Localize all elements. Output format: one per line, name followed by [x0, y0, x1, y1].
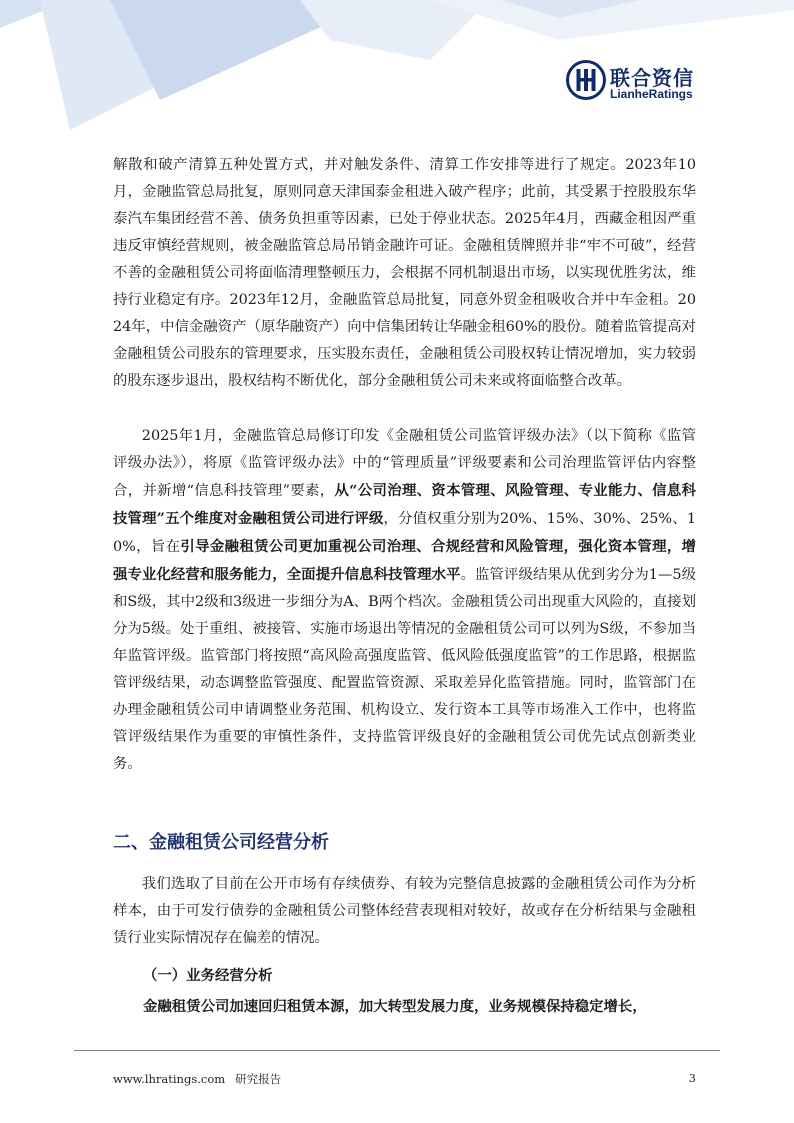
paragraph-2-emphasis: 从“公司治理、资本管理、风险管理、专业能力、信息科技管理”五个维度对金融租赁公司进行评级 — [113, 482, 697, 527]
paragraph-2-emphasis: 引导金融租赁公司更加重视公司治理、合规经营和风险管理，强化资本管理，增强专业化经营和服务能力，全面提升信息科技管理水平 — [113, 538, 696, 583]
section-intro: 我们选取了目前在公开市场有存续债券、有较为完整信息披露的金融租赁公司作为分析样本，由于可发行债券的金融租赁公司整体经营表现相对较好，故或存在分析结果与金融租赁行业实际情况存在偏差的情况。 — [113, 876, 696, 946]
page-number: 3 — [688, 1071, 696, 1085]
footer-info — [113, 1071, 281, 1087]
section-intro-block — [113, 871, 696, 952]
logo-name-en: LianheRatings — [610, 87, 693, 101]
paragraph-2-text: ，分值权重分别为20%、15%、30%、25%、10%，旨在 — [113, 511, 696, 555]
subsection-heading: （一）业务经营分析 — [143, 968, 273, 984]
paragraph-2-text: 2025年1月，金融监管总局修订印发《金融租赁公司监管评级办法》（以下简称《监管评级办法》），将原《监管评级办法》中的“管理质量”评级要素和公司治理监管评估内容整合，并新增“信息科技管理”要素， — [113, 428, 696, 499]
paragraph-2-block — [113, 423, 696, 778]
paragraph-2-text: 。监管评级结果从优到劣分为1—5级和S级，其中2级和3级进一步细分为A、B两个档次。金融租赁公司出现重大风险的，直接划分为5级。处于重组、被接管、实施市场退出等情况的金融租赁公司可以列为S级，不参加当年监管评级。监管部门将按照“高风险高强度监管、低风险低强度监管”的工作思路，根据监管评级结果，动态调整监管强度、配置监管资源、采取差异化监管措施。同时，监管部门在办理金融租赁公司申请调整业务范围、机构设立、发行资本工具等市场准入工作中，也将监管评级结果作为重要的审慎性条件，支持监管评级良好的金融租赁公司优先试点创新类业务。 — [113, 567, 696, 772]
lead-sentence: 金融租赁公司加速回归租赁本源，加大转型发展力度，业务规模保持稳定增长， — [143, 999, 647, 1015]
lianhe-ratings-logo — [566, 60, 716, 102]
section-title: 二、金融租赁公司经营分析 — [113, 832, 329, 853]
footer-divider — [74, 1050, 720, 1051]
logo-mark-icon — [566, 60, 606, 100]
paragraph-1-block — [113, 152, 696, 395]
footer-doc-type: 研究报告 — [235, 1072, 282, 1086]
paragraph-1: 解散和破产清算五种处置方式，并对触发条件、清算工作安排等进行了规定。2023年10月，金融监管总局批复，原则同意天津国泰金租进入破产程序；此前，其受累于控股股东华泰汽车集团经营不善、债务负担重等因素，已处于停业状态。2025年4月，西藏金租因严重违反审慎经营规则，被金融监管总局吊销金融许可证。金融租赁牌照并非“牢不可破”，经营不善的金融租赁公司将面临清理整顿压力，会根据不同机制退出市场，以实现优胜劣汰，维持行业稳定有序。2023年12月，金融监管总局批复，同意外贸金租吸收合并中车金租。2024年，中信金融资产（原华融资产）向中信集团转让华融金租60%的股份。随着监管提高对金融租赁公司股东的管理要求，压实股东责任，金融租赁公司股权转让情况增加，实力较弱的股东逐步退出，股权结构不断优化，部分金融租赁公司未来或将面临整合改革。 — [113, 157, 696, 389]
logo-name-cn: 联合资信 — [610, 66, 694, 90]
paragraph-2 — [113, 423, 696, 778]
footer-website-link[interactable]: www.lhratings.com — [113, 1072, 226, 1086]
